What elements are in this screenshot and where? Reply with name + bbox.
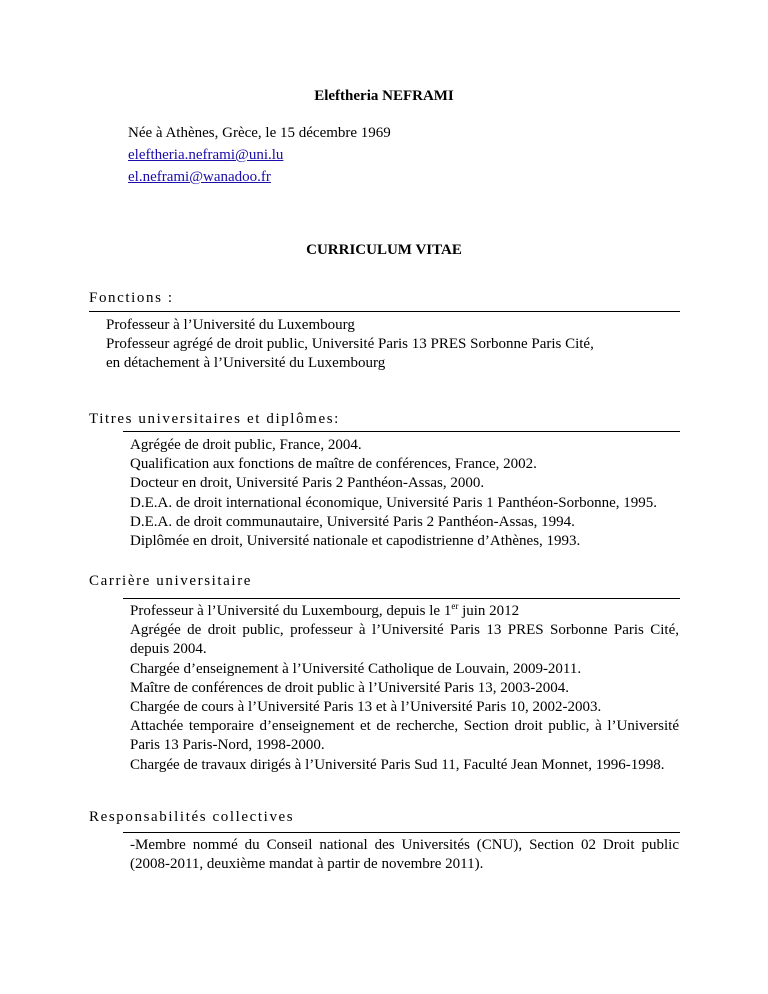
section-title-carriere: Carrière universitaire <box>89 573 253 589</box>
list-item: Chargée de cours à l’Université Paris 13 et à l’Université Paris 10, 2002-2003. <box>130 699 602 716</box>
list-item: Maître de conférences de droit public à l’Université Paris 13, 2003-2004. <box>130 679 570 696</box>
list-item: Agrégée de droit public, France, 2004. <box>130 437 362 453</box>
email-link-uni[interactable]: eleftheria.neframi@uni.lu <box>128 147 284 163</box>
list-item: D.E.A. de droit communautaire, Université Paris 2 Panthéon-Assas, 1994. <box>130 513 575 530</box>
fonctions-list <box>106 316 594 374</box>
list-item: Qualification aux fonctions de maître de conférences, France, 2002. <box>130 456 537 473</box>
list-item: D.E.A. de droit international économique, Université Paris 1 Panthéon-Sorbonne, 1995. <box>130 494 657 511</box>
list-item: Diplômée en droit, Université nationale et capodistrienne d’Athènes, 1993. <box>130 533 581 550</box>
birth-info: Née à Athènes, Grèce, le 15 décembre 1969 <box>128 125 391 141</box>
person-name: Eleftheria NEFRAMI <box>314 88 454 104</box>
list-item: Professeur à l’Université du Luxembourg, depuis le 1er juin 2012 <box>130 601 520 619</box>
section-rule-titres <box>123 431 680 432</box>
list-item: Professeur à l’Université du Luxembourg <box>106 317 355 333</box>
carriere-list <box>130 602 679 775</box>
list-item: en détachement à l’Université du Luxembourg <box>106 355 386 372</box>
list-item: Attachée temporaire d’enseignement et de recherche, Section droit public, à l’Université Paris 13 Paris-Nord, 1998-2000. <box>130 718 679 754</box>
cv-title: CURRICULUM VITAE <box>306 242 462 258</box>
section-rule-carriere <box>123 598 680 599</box>
section-rule-responsabilites <box>123 832 680 833</box>
titres-list <box>130 436 657 551</box>
list-item: Agrégée de droit public, professeur à l’Université Paris 13 PRES Sorbonne Paris Cité, depuis 2004. <box>130 622 679 658</box>
email-link-wanadoo[interactable]: el.neframi@wanadoo.fr <box>128 169 271 185</box>
section-rule-fonctions <box>89 311 680 312</box>
contact-block <box>128 122 391 188</box>
responsabilites-list <box>130 836 679 874</box>
list-item: Chargée d’enseignement à l’Université Catholique de Louvain, 2009-2011. <box>130 660 582 677</box>
list-item: -Membre nommé du Conseil national des Universités (CNU), Section 02 Droit public (2008-2011, deuxième mandat à partir de novembre 2011). <box>130 837 679 873</box>
list-item: Docteur en droit, Université Paris 2 Panthéon-Assas, 2000. <box>130 475 485 492</box>
section-title-fonctions: Fonctions : <box>89 290 174 306</box>
section-title-responsabilites: Responsabilités collectives <box>89 809 295 825</box>
section-title-titres: Titres universitaires et diplômes: <box>89 411 340 427</box>
list-item: Professeur agrégé de droit public, Université Paris 13 PRES Sorbonne Paris Cité, <box>106 336 594 353</box>
list-item: Chargée de travaux dirigés à l’Université Paris Sud 11, Faculté Jean Monnet, 1996-1998. <box>130 756 665 773</box>
